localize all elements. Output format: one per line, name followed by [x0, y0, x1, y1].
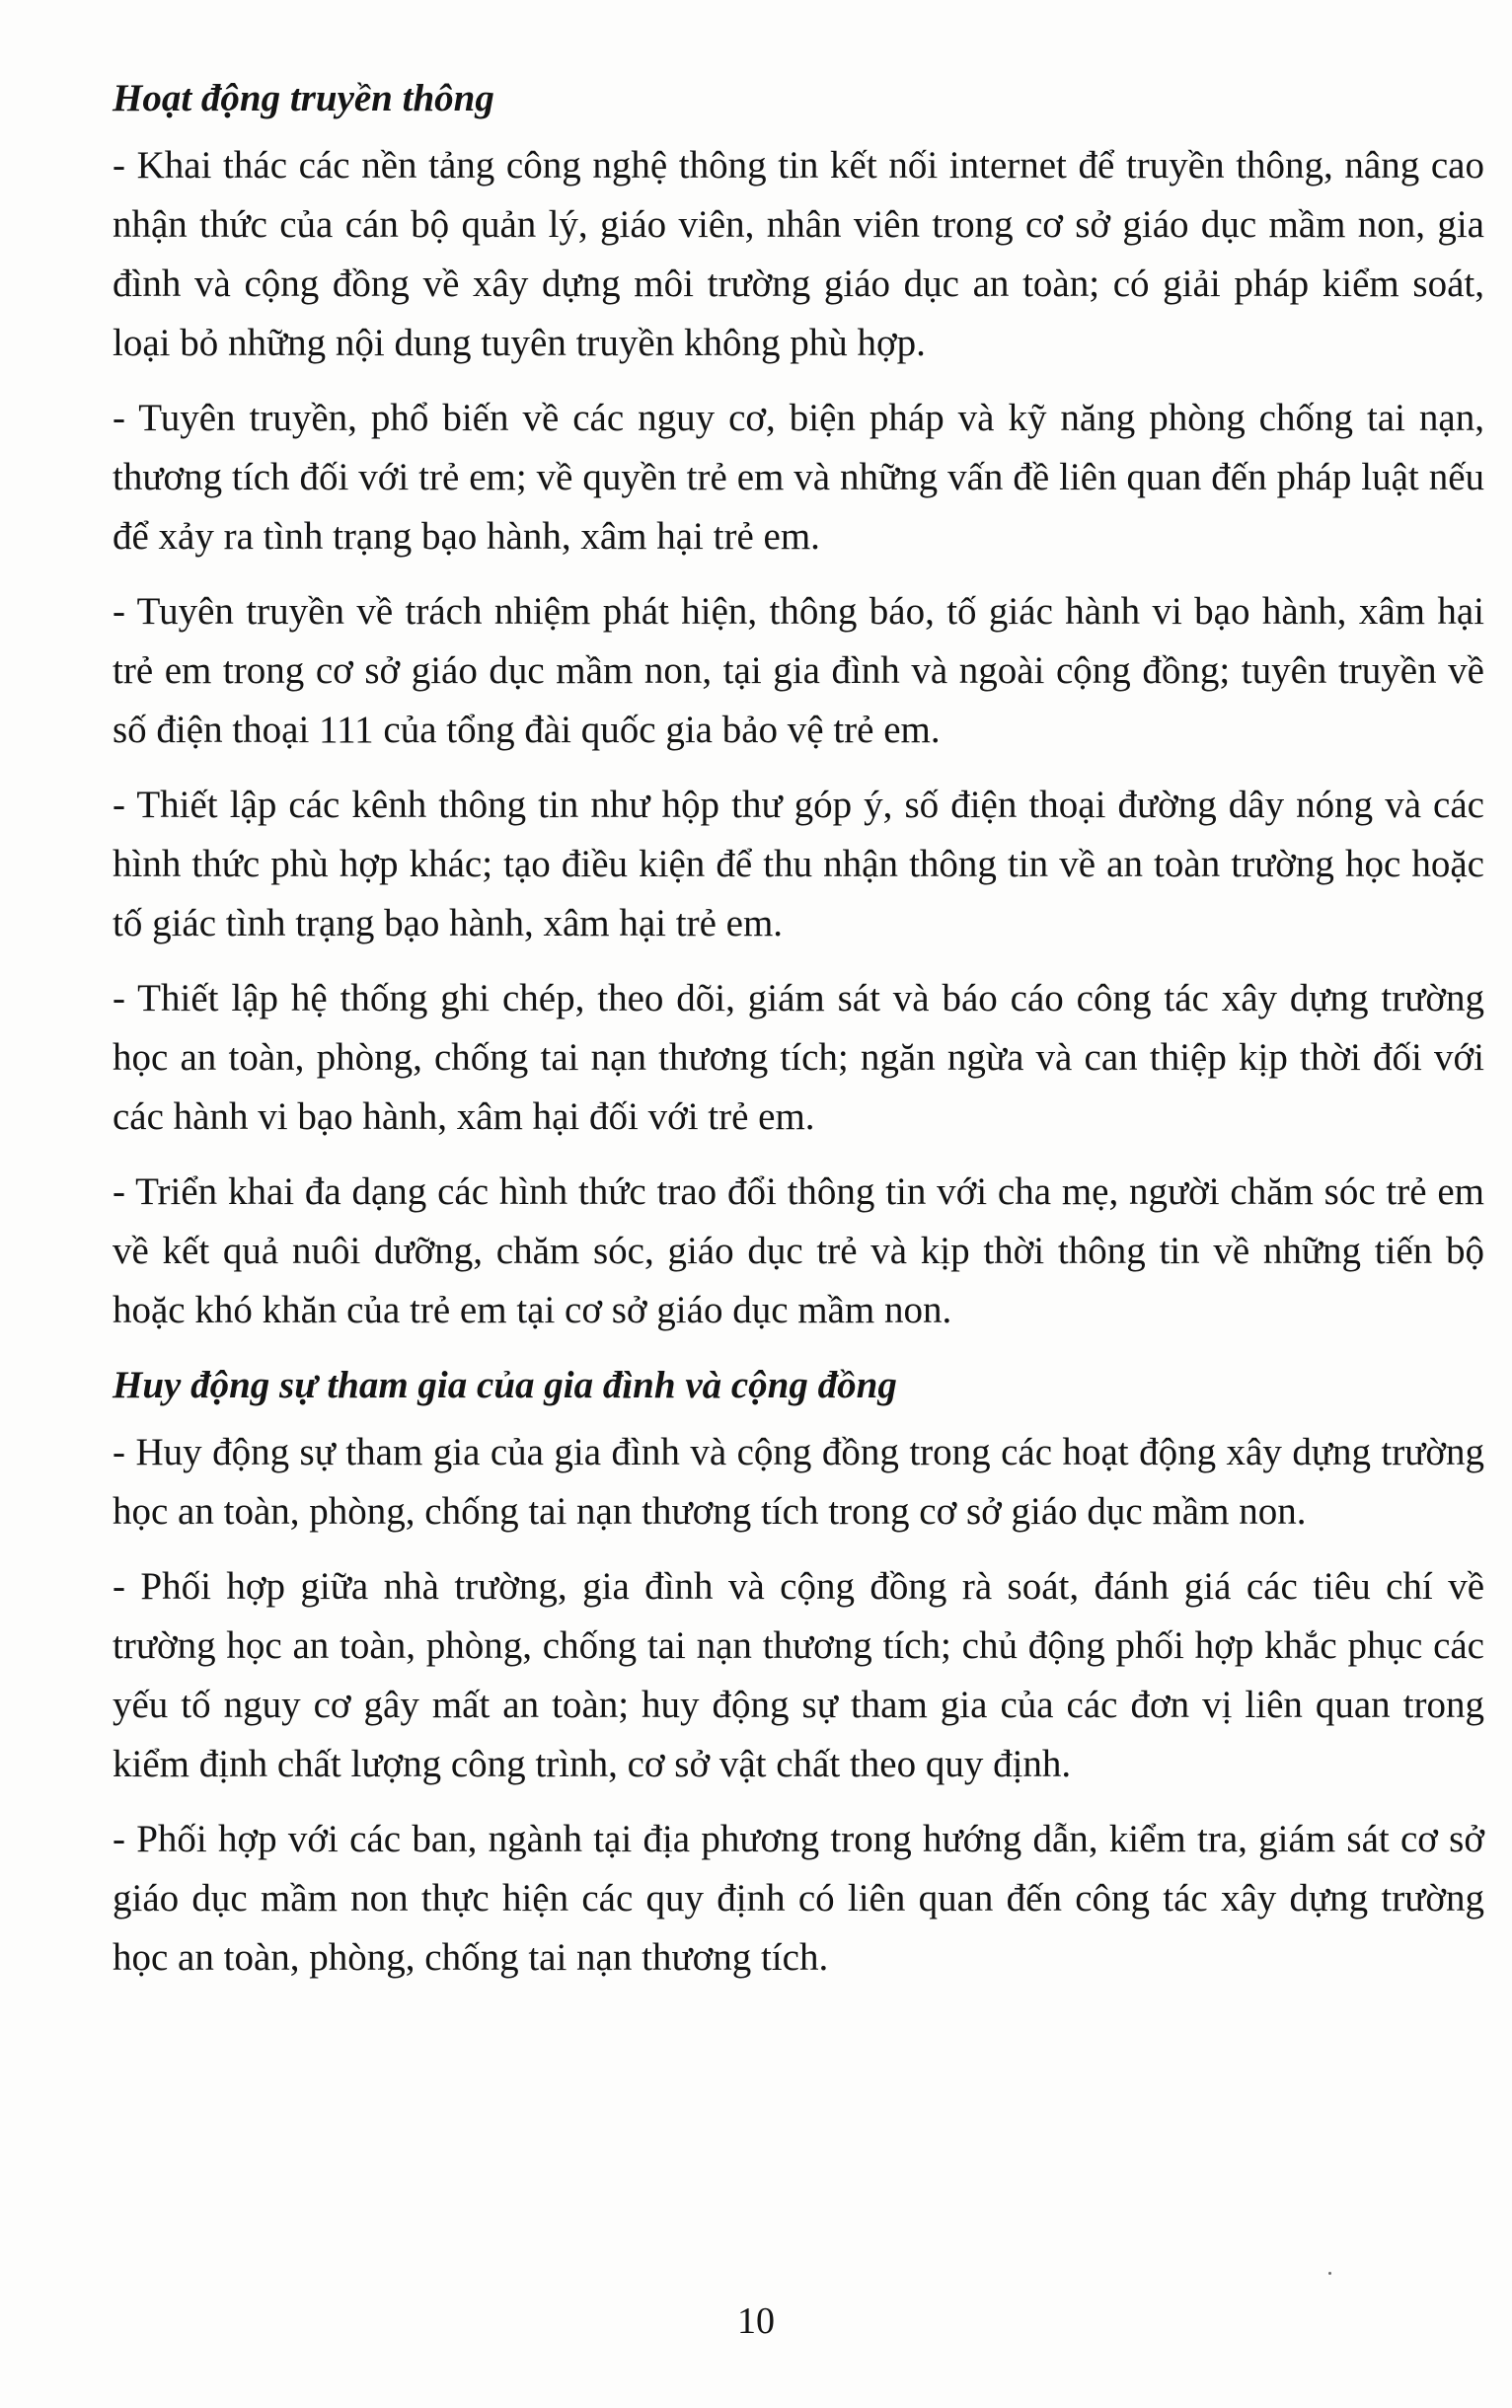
page-body — [113, 69, 1484, 2003]
paragraph: - Triển khai đa dạng các hình thức trao đổi thông tin với cha mẹ, người chăm sóc trẻ em về kết quả nuôi dưỡng, chăm sóc, giáo dục trẻ và kịp thời thông tin về những tiến bộ hoặc khó khăn của trẻ em tại cơ sở giáo dục mầm non. — [113, 1170, 1484, 1331]
section-heading: Hoạt động truyền thông — [113, 77, 494, 119]
paragraph: - Phối hợp giữa nhà trường, gia đình và cộng đồng rà soát, đánh giá các tiêu chí về trường học an toàn, phòng, chống tai nạn thương tích; chủ động phối hợp khắc phục các yếu tố nguy cơ gây mất an toàn; huy động sự tham gia của các đơn vị liên quan trong kiểm định chất lượng công trình, cơ sở vật chất theo quy định. — [113, 1565, 1484, 1785]
paragraph: - Huy động sự tham gia của gia đình và cộng đồng trong các hoạt động xây dựng trường học an toàn, phòng, chống tai nạn thương tích trong cơ sở giáo dục mầm non. — [113, 1431, 1484, 1533]
section-family-community-participation — [113, 1356, 1484, 1988]
paragraph: - Tuyên truyền về trách nhiệm phát hiện, thông báo, tố giác hành vi bạo hành, xâm hại trẻ em trong cơ sở giáo dục mầm non, tại gia đình và ngoài cộng đồng; tuyên truyền về số điện thoại 111 của tổng đài quốc gia bảo vệ trẻ em. — [113, 590, 1484, 751]
paragraph: - Khai thác các nền tảng công nghệ thông tin kết nối internet để truyền thông, nâng cao nhận thức của cán bộ quản lý, giáo viên, nhân viên trong cơ sở giáo dục mầm non, gia đình và cộng đồng về xây dựng môi trường giáo dục an toàn; có giải pháp kiểm soát, loại bỏ những nội dung tuyên truyền không phù hợp. — [113, 144, 1484, 364]
section-heading: Huy động sự tham gia của gia đình và cộng đồng — [113, 1364, 897, 1406]
paragraph: - Tuyên truyền, phổ biến về các nguy cơ, biện pháp và kỹ năng phòng chống tai nạn, thương tích đối với trẻ em; về quyền trẻ em và những vấn đề liên quan đến pháp luật nếu để xảy ra tình trạng bạo hành, xâm hại trẻ em. — [113, 397, 1484, 558]
page-number: 10 — [737, 2300, 775, 2342]
section-communication-activities — [113, 69, 1484, 1340]
print-speck — [1328, 2272, 1331, 2275]
paragraph: - Phối hợp với các ban, ngành tại địa phương trong hướng dẫn, kiểm tra, giám sát cơ sở giáo dục mầm non thực hiện các quy định có liên quan đến công tác xây dựng trường học an toàn, phòng, chống tai nạn thương tích. — [113, 1818, 1484, 1979]
paragraph: - Thiết lập các kênh thông tin như hộp thư góp ý, số điện thoại đường dây nóng và các hình thức phù hợp khác; tạo điều kiện để thu nhận thông tin về an toàn trường học hoặc tố giác tình trạng bạo hành, xâm hại trẻ em. — [113, 784, 1484, 944]
paragraph: - Thiết lập hệ thống ghi chép, theo dõi, giám sát và báo cáo công tác xây dựng trường học an toàn, phòng, chống tai nạn thương tích; ngăn ngừa và can thiệp kịp thời đối với các hành vi bạo hành, xâm hại đối với trẻ em. — [113, 977, 1484, 1138]
